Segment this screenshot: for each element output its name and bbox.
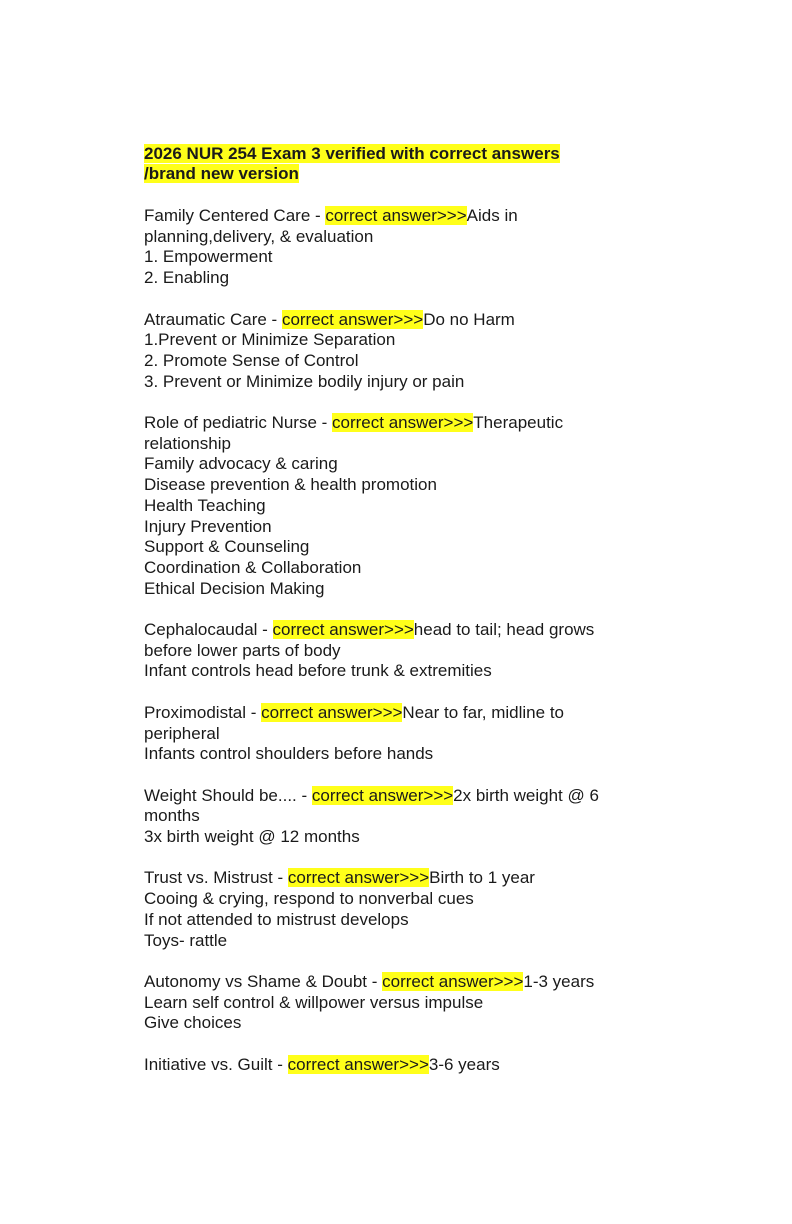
entry-answer-line: months (144, 806, 200, 826)
entry-answer-start: head to tail; head grows (413, 620, 595, 640)
entry-answer-line: Infants control shoulders before hands (144, 744, 434, 764)
correct-answer-marker: correct answer>>> (281, 309, 424, 329)
entry-answer-line: Ethical Decision Making (144, 578, 325, 598)
entry-answer-start: Do no Harm (423, 309, 515, 329)
entry-first-line (144, 972, 644, 993)
entry-term: Atraumatic Care (144, 309, 267, 329)
entry-answer-start: 1-3 years (523, 971, 595, 991)
flashcard-entry (144, 310, 644, 393)
entry-separator: - (367, 971, 383, 991)
document-page (144, 144, 644, 1096)
entry-answer-line: Infant controls head before trunk & extremities (144, 661, 492, 681)
entry-answer-line: before lower parts of body (144, 640, 341, 660)
entry-term: Family Centered Care (144, 206, 311, 225)
entry-first-line (144, 1055, 644, 1076)
entry-first-line (144, 310, 644, 331)
entry-separator: - (272, 1054, 288, 1074)
entry-separator: - (272, 868, 288, 888)
flashcard-entry (144, 703, 644, 765)
entry-answer-line: peripheral (144, 723, 220, 743)
entry-answer-line: 1.Prevent or Minimize Separation (144, 330, 396, 350)
entry-answer-start: 2x birth weight @ 6 (453, 785, 599, 805)
entry-answer-start: Near to far, midline to (402, 702, 564, 722)
entry-answer-line: Support & Counseling (144, 537, 310, 557)
entry-separator: - (246, 702, 262, 722)
flashcard-entry (144, 620, 644, 682)
correct-answer-marker: correct answer>>> (311, 785, 454, 805)
entry-term: Autonomy vs Shame & Doubt (144, 971, 368, 991)
entry-answer-start: Birth to 1 year (429, 868, 535, 888)
entry-first-line (144, 868, 644, 889)
entry-answer-line: Disease prevention & health promotion (144, 475, 437, 495)
correct-answer-marker: correct answer>>> (287, 1054, 429, 1074)
entry-answer-line: If not attended to mistrust develops (144, 909, 409, 929)
entry-answer-line: 2. Promote Sense of Control (144, 350, 359, 370)
entry-answer-start: 3-6 years (428, 1054, 500, 1074)
title-line-2: /brand new version (144, 164, 299, 183)
entry-first-line (144, 206, 644, 227)
flashcard-entry (144, 868, 644, 951)
correct-answer-marker: correct answer>>> (287, 868, 430, 888)
entry-answer-line: Injury Prevention (144, 516, 272, 536)
entry-answer-line: 1. Empowerment (144, 247, 273, 267)
entry-answer-line: Toys- rattle (144, 930, 228, 950)
entry-answer-line: 2. Enabling (144, 268, 230, 288)
entry-answer-line: 3. Prevent or Minimize bodily injury or pain (144, 371, 465, 391)
correct-answer-marker: correct answer>>> (261, 702, 403, 722)
flashcard-entry (144, 206, 644, 289)
entry-term: Cephalocaudal (144, 620, 258, 640)
flashcard-entry (144, 1055, 644, 1076)
entry-term: Role of pediatric Nurse (144, 413, 317, 432)
entry-answer-line: Health Teaching (144, 495, 266, 515)
title-line-1: 2026 NUR 254 Exam 3 verified with correct answers (144, 144, 560, 163)
entry-answer-line: 3x birth weight @ 12 months (144, 827, 360, 847)
correct-answer-marker: correct answer>>> (382, 971, 524, 991)
entry-answer-line: planning,delivery, & evaluation (144, 226, 374, 246)
entry-term: Proximodistal (144, 702, 247, 722)
entry-answer-line: Family advocacy & caring (144, 454, 338, 474)
flashcard-entry (144, 786, 644, 848)
flashcard-entry (144, 413, 644, 599)
entry-answer-line: Give choices (144, 1013, 242, 1033)
entry-answer-start: Aids in (466, 206, 518, 225)
entry-separator: - (310, 206, 326, 225)
entry-separator: - (266, 309, 282, 329)
entry-term: Weight Should be.... (144, 785, 297, 805)
correct-answer-marker: correct answer>>> (325, 206, 467, 225)
entry-answer-start: Therapeutic (473, 413, 564, 432)
correct-answer-marker: correct answer>>> (272, 620, 414, 640)
entry-first-line (144, 703, 644, 724)
entry-term: Initiative vs. Guilt (144, 1054, 273, 1074)
entry-answer-line: relationship (144, 433, 231, 453)
entry-separator: - (257, 620, 273, 640)
entry-separator: - (316, 413, 333, 432)
flashcard-list (144, 206, 644, 1075)
entry-answer-line: Coordination & Collaboration (144, 557, 362, 577)
flashcard-entry (144, 972, 644, 1034)
correct-answer-marker: correct answer>>> (332, 413, 474, 432)
entry-first-line (144, 620, 644, 641)
entry-term: Trust vs. Mistrust (144, 868, 273, 888)
entry-separator: - (296, 785, 312, 805)
entry-first-line (144, 786, 644, 807)
entry-answer-line: Cooing & crying, respond to nonverbal cues (144, 889, 474, 909)
entry-answer-line: Learn self control & willpower versus impulse (144, 992, 484, 1012)
entry-first-line (144, 413, 644, 434)
document-title (144, 144, 644, 184)
